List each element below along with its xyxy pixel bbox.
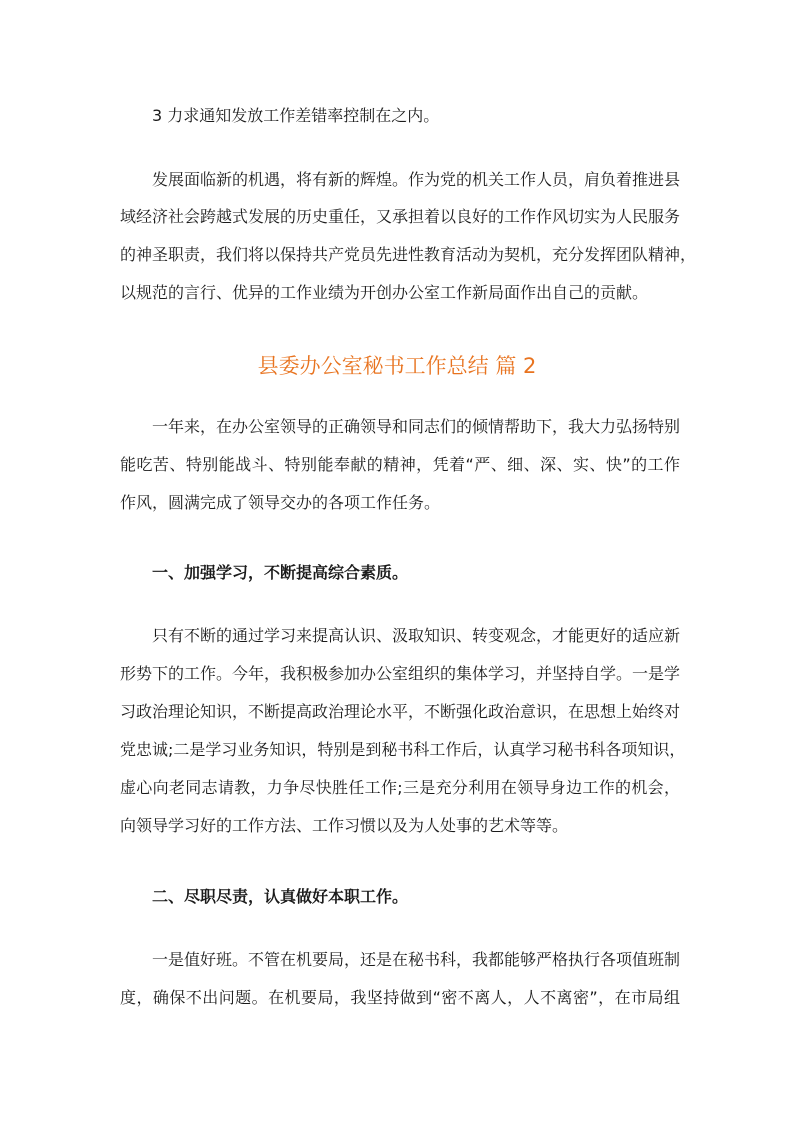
paragraph-line: 向领导学习好的工作方法、工作习惯以及为人处事的艺术等等。 [120, 816, 569, 835]
paragraph-line: 的神圣职责，我们将以保持共产党员先进性教育活动为契机，充分发挥团队精神， [120, 245, 697, 264]
paragraph-line: 形势下的工作。今年，我积极参加办公室组织的集体学习，并坚持自学。一是学 [120, 664, 681, 683]
paragraph-line: 虚心向老同志请教，力争尽快胜任工作;三是充分利用在领导身边工作的机会， [120, 778, 680, 797]
paragraph-line: 发展面临新的机遇，将有新的辉煌。作为党的机关工作人员，肩负着推进县 [152, 170, 681, 189]
paragraph-line: 域经济社会跨越式发展的历史重任，又承担着以良好的工作作风切实为人民服务 [120, 207, 681, 226]
paragraph-line: 能吃苦、特别能战斗、特别能奉献的精神，凭着“严、细、深、实、快”的工作 [120, 455, 680, 474]
paragraph-line: 一是值好班。不管在机要局，还是在秘书科，我都能够严格执行各项值班制 [152, 950, 681, 969]
paragraph-line: 党忠诚;二是学习业务知识，特别是到秘书科工作后，认真学习秘书科各项知识， [120, 740, 686, 759]
paragraph-line: 一年来，在办公室领导的正确领导和同志们的倾情帮助下，我大力弘扬特别 [152, 417, 681, 436]
paragraph-line: 只有不断的通过学习来提高认识、汲取知识、转变观念，才能更好的适应新 [152, 626, 681, 645]
subsection-title-2: 二、尽职尽责，认真做好本职工作。 [152, 887, 409, 906]
paragraph-line: 作风，圆满完成了领导交办的各项工作任务。 [120, 493, 441, 512]
subsection-title-1: 一、加强学习，不断提高综合素质。 [152, 563, 409, 582]
section-heading: 县委办公室秘书工作总结 篇 2 [257, 354, 537, 378]
paragraph-line: 以规范的言行、优异的工作业绩为开创办公室工作新局面作出自己的贡献。 [120, 283, 649, 302]
list-item-3: 3 力求通知发放工作差错率控制在之内。 [152, 106, 440, 125]
paragraph-line: 度，确保不出问题。在机要局，我坚持做到“密不离人，人不离密”，在市局组 [120, 988, 680, 1007]
paragraph-line: 习政治理论知识，不断提高政治理论水平，不断强化政治意识，在思想上始终对 [120, 702, 681, 721]
